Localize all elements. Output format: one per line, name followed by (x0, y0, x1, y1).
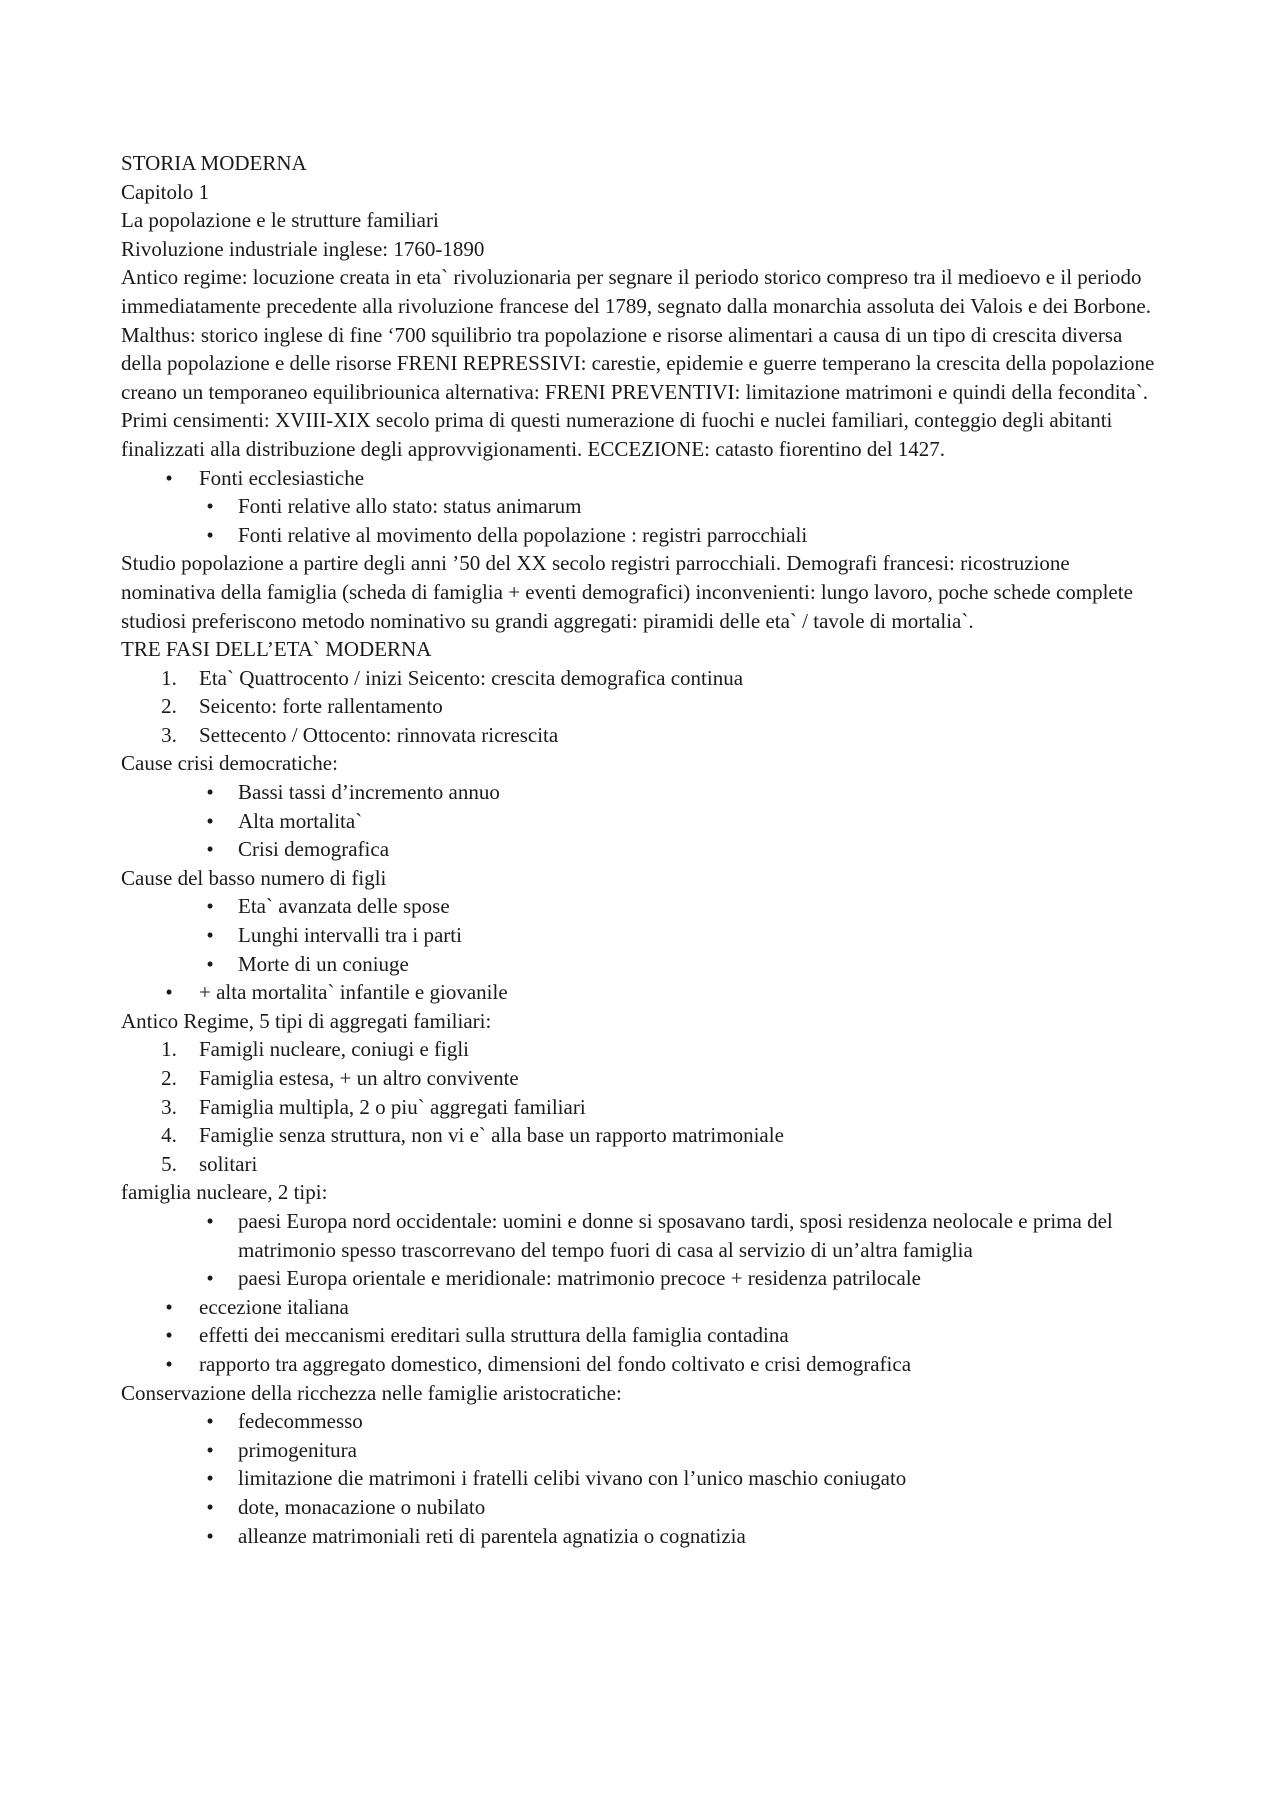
list-item-text: Alta mortalita` (238, 808, 363, 833)
paragraph: Rivoluzione industriale inglese: 1760-1890 (121, 236, 485, 261)
paragraph: Malthus: storico inglese di fine ‘700 squilibrio tra popolazione e risorse alimentari a causa di un tipo di crescita diversa della popolazione e delle risorse FRENI REPRESSIVI: carestie, epidemie e guerre temperano la crescita della popolazione creano un temporaneo equilibriounica alternativa: FRENI PREVENTIVI: limitazione matrimoni e quindi della fecondita`. (121, 322, 1155, 404)
list-item-text: Eta` Quattrocento / inizi Seicento: crescita demografica continua (199, 665, 744, 690)
paragraph: Antico regime: locuzione creata in eta` rivoluzionaria per segnare il periodo storico compreso tra il medioevo e il periodo immediatamente precedente alla rivoluzione francese del 1789, segnato dalla monarchia assoluta dei Valois e dei Borbone. (121, 265, 1151, 318)
bullet-marker: • (165, 980, 173, 1005)
list-item (121, 464, 1161, 493)
list-item (121, 1264, 1161, 1293)
list-item (121, 1436, 1161, 1465)
list-item-text: Famiglie senza struttura, non vi e` alla base un rapporto matrimoniale (199, 1123, 784, 1148)
document-page (121, 149, 1161, 1550)
list-item (121, 978, 1161, 1007)
list-item-text: fedecommesso (238, 1409, 363, 1434)
bullet-marker: • (206, 1437, 214, 1462)
list-item-text: Eta` avanzata delle spose (238, 894, 450, 919)
list-item-text: alleanze matrimoniali reti di parentela agnatizia o cognatizia (238, 1523, 746, 1548)
list-item-text: Lunghi intervalli tra i parti (238, 923, 462, 948)
list-item-text: Fonti relative al movimento della popolazione : registri parrocchiali (238, 522, 808, 547)
list-item (121, 1493, 1161, 1522)
number-marker: 3. (161, 1094, 177, 1119)
list-item-text: Famiglia estesa, + un altro convivente (199, 1066, 519, 1090)
section-heading: TRE FASI DELL’ETA` MODERNA (121, 637, 432, 662)
bullet-marker: • (206, 494, 214, 519)
list-item-text: limitazione die matrimoni i fratelli celibi vivano con l’unico maschio coniugato (238, 1466, 907, 1491)
list-item-text: Fonti relative allo stato: status animarum (238, 494, 582, 519)
list-item (121, 492, 1161, 521)
list-item-text: Fonti ecclesiastiche (199, 465, 365, 490)
number-marker: 4. (161, 1123, 177, 1148)
number-marker: 5. (161, 1151, 177, 1176)
number-marker: 3. (161, 722, 177, 747)
list-item-text: primogenitura (238, 1437, 357, 1462)
chapter-subtitle: La popolazione e le strutture familiari (121, 208, 439, 233)
bullet-marker: • (206, 951, 214, 976)
numbered-item (121, 1035, 1161, 1064)
number-marker: 2. (161, 694, 177, 719)
paragraph: Antico Regime, 5 tipi di aggregati familiari: (121, 1008, 492, 1033)
list-item-text: paesi Europa nord occidentale: uomini e donne si sposavano tardi, sposi residenza neolocale e prima del matrimonio spesso trascorrevano del tempo fuori di casa al servizio di un’altra famiglia (238, 1208, 1113, 1262)
numbered-item (121, 1150, 1161, 1179)
list-item-text: eccezione italiana (199, 1294, 349, 1319)
list-item (121, 1293, 1161, 1322)
bullet-marker: • (165, 1323, 173, 1348)
list-item (121, 807, 1161, 836)
list-item (121, 1522, 1161, 1551)
numbered-item (121, 692, 1161, 721)
bullet-marker: • (206, 1523, 214, 1548)
list-item (121, 1464, 1161, 1493)
list-item-text: Morte di un coniuge (238, 951, 409, 976)
list-item (121, 1407, 1161, 1436)
bullet-marker: • (206, 1494, 214, 1519)
list-item (121, 778, 1161, 807)
numbered-item (121, 1064, 1161, 1093)
list-item-text: Crisi demografica (238, 837, 390, 862)
list-item (121, 835, 1161, 864)
paragraph: famiglia nucleare, 2 tipi: (121, 1180, 328, 1205)
list-item (121, 921, 1161, 950)
list-item (121, 1321, 1161, 1350)
list-item-text: solitari (199, 1151, 258, 1176)
bullet-marker: • (206, 780, 214, 805)
number-marker: 1. (161, 665, 177, 690)
bullet-marker: • (206, 1466, 214, 1491)
paragraph: Primi censimenti: XVIII-XIX secolo prima di questi numerazione di fuochi e nuclei familiari, conteggio degli abitanti finalizzati alla distribuzione degli approvvigionamenti. ECCEZIONE: catasto fiorentino del 1427. (121, 408, 1113, 461)
number-marker: 2. (161, 1066, 177, 1090)
paragraph: Studio popolazione a partire degli anni ’50 del XX secolo registri parrocchiali. Demografi francesi: ricostruzione nominativa della famiglia (scheda di famiglia + eventi demografici) inconvenienti: lungo lavoro, poche schede complete studiosi preferiscono metodo nominativo su grandi aggregati: piramidi delle eta` / tavole di mortalia`. (121, 551, 1133, 633)
bullet-marker: • (206, 923, 214, 948)
numbered-item (121, 1121, 1161, 1150)
bullet-marker: • (206, 894, 214, 919)
numbered-item (121, 721, 1161, 750)
bullet-marker: • (165, 1351, 173, 1376)
paragraph: Conservazione della ricchezza nelle famiglie aristocratiche: (121, 1380, 622, 1405)
chapter-heading: Capitolo 1 (121, 179, 210, 204)
bullet-marker: • (206, 1208, 214, 1233)
numbered-item (121, 1093, 1161, 1122)
bullet-marker: • (165, 465, 173, 490)
list-item (121, 950, 1161, 979)
list-item-text: + alta mortalita` infantile e giovanile (199, 980, 508, 1005)
bullet-marker: • (206, 522, 214, 547)
list-item-text: paesi Europa orientale e meridionale: matrimonio precoce + residenza patrilocale (238, 1266, 921, 1291)
list-item (121, 1350, 1161, 1379)
list-item-text: Famiglia multipla, 2 o piu` aggregati familiari (199, 1094, 586, 1119)
paragraph: Cause del basso numero di figli (121, 865, 387, 890)
list-item-text: effetti dei meccanismi ereditari sulla struttura della famiglia contadina (199, 1323, 789, 1348)
bullet-marker: • (206, 1409, 214, 1434)
list-item-text: Seicento: forte rallentamento (199, 694, 443, 719)
list-item-text: Famigli nucleare, coniugi e figli (199, 1037, 470, 1062)
list-item (121, 892, 1161, 921)
number-marker: 1. (161, 1037, 177, 1062)
list-item-text: dote, monacazione o nubilato (238, 1494, 486, 1519)
bullet-marker: • (165, 1294, 173, 1319)
bullet-marker: • (206, 1266, 214, 1291)
list-item-text: Bassi tassi d’incremento annuo (238, 780, 500, 805)
list-item-text: Settecento / Ottocento: rinnovata ricrescita (199, 722, 559, 747)
list-item-text: rapporto tra aggregato domestico, dimensioni del fondo coltivato e crisi demografica (199, 1351, 912, 1376)
paragraph: Cause crisi democratiche: (121, 751, 338, 776)
bullet-marker: • (206, 837, 214, 862)
numbered-item (121, 664, 1161, 693)
document-title: STORIA MODERNA (121, 151, 307, 175)
bullet-marker: • (206, 808, 214, 833)
list-item (121, 521, 1161, 550)
list-item (121, 1207, 1161, 1264)
